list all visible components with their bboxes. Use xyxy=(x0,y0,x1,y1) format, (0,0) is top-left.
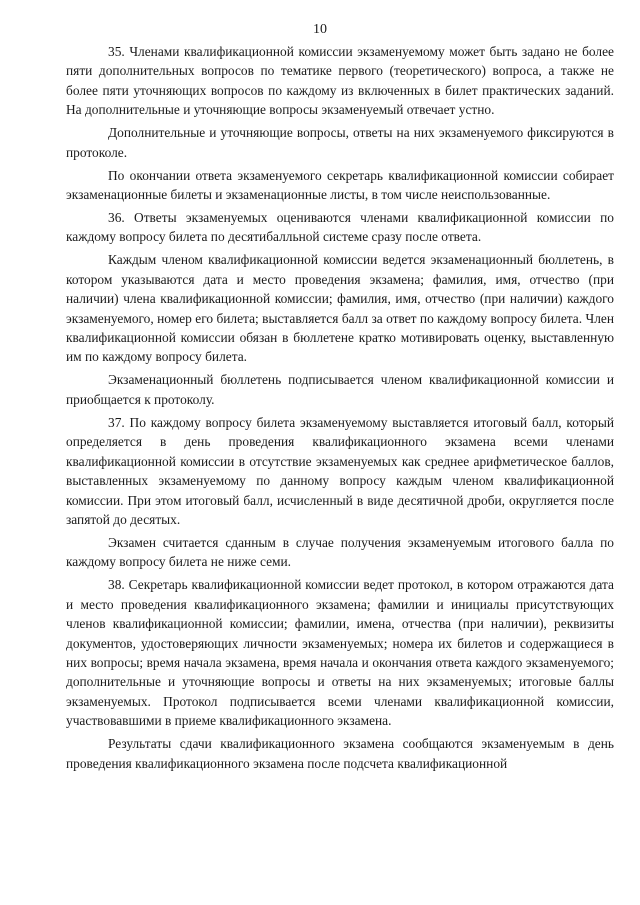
paragraph-additional-questions: Дополнительные и уточняющие вопросы, ответы на них экзаменуемого фиксируются в протоколе. xyxy=(66,125,614,160)
paragraph-37: 37. По каждому вопросу билета экзаменуемому выставляется итоговый балл, который определяется в день проведения квалификационного экзамена всеми членами квалификационной комиссии в отсутствие экзаменуемых как среднее арифметическое баллов, выставленных экзаменуемому по данному вопросу каждым членом квалификационной комиссии. При этом итоговый балл, исчисленный в виде десятичной дроби, округляется после запятой до десятых. xyxy=(66,414,614,527)
paragraph-38: 38. Секретарь квалификационной комиссии ведет протокол, в котором отражаются дата и место проведения квалификационного экзамена; фамилии и инициалы присутствующих членов квалификационной комиссии; фамилии, имена, отчества (при наличии), реквизиты документов, удостоверяющих личности экзаменуемых; номера их билетов и содержащиеся в них вопросы; время начала экзамена, время начала и окончания ответа каждого экзаменуемого; дополнительные и уточняющие вопросы и ответы на них экзаменуемых; итоговые баллы экзаменуемых. Протокол подписывается всеми членами квалификационной комиссии, участвовавшими в приеме квалификационного экзамена. xyxy=(66,577,614,729)
paragraph-collect-tickets: По окончании ответа экзаменуемого секретарь квалификационной комиссии собирает экзаменационные билеты и экзаменационные листы, в том числе неиспользованные. xyxy=(66,167,614,203)
paragraph-results: Результаты сдачи квалификационного экзамена сообщаются экзаменуемым в день проведения квалификационного экзамена после подсчета квалификационной xyxy=(66,736,614,771)
paragraph-36: 36. Ответы экзаменуемых оцениваются членами квалификационной комиссии по каждому вопросу билета по десятибалльной системе сразу после ответа. xyxy=(66,210,614,245)
paragraph-exam-passed: Экзамен считается сданным в случае получения экзаменуемым итогового балла по каждому вопросу билета не ниже семи. xyxy=(66,534,614,570)
document-body xyxy=(66,42,614,777)
page-number: 10 xyxy=(313,22,327,37)
paragraph-bulletin-signed: Экзаменационный бюллетень подписывается членом квалификационной комиссии и приобщается к протоколу. xyxy=(66,372,614,407)
paragraph-35: 35. Членами квалификационной комиссии экзаменуемому может быть задано не более пяти дополнительных вопросов по тематике первого (теоретического) вопроса, а также не более пяти уточняющих вопросов по каждому из включенных в билет практических заданий. На дополнительные и уточняющие вопросы экзаменуемый отвечает устно. xyxy=(66,44,614,118)
paragraph-bulletin: Каждым членом квалификационной комиссии ведется экзаменационный бюллетень, в котором указываются дата и место проведения экзамена; фамилия, имя, отчество (при наличии) члена квалификационной комиссии; фамилия, имя, отчество (при наличии) каждого экзаменуемого, номер его билета; выставляется балл за ответ по каждому вопросу билета. Член квалификационной комиссии обязан в бюллетене кратко мотивировать оценку, выставленную им по каждому вопросу билета. xyxy=(66,252,614,365)
